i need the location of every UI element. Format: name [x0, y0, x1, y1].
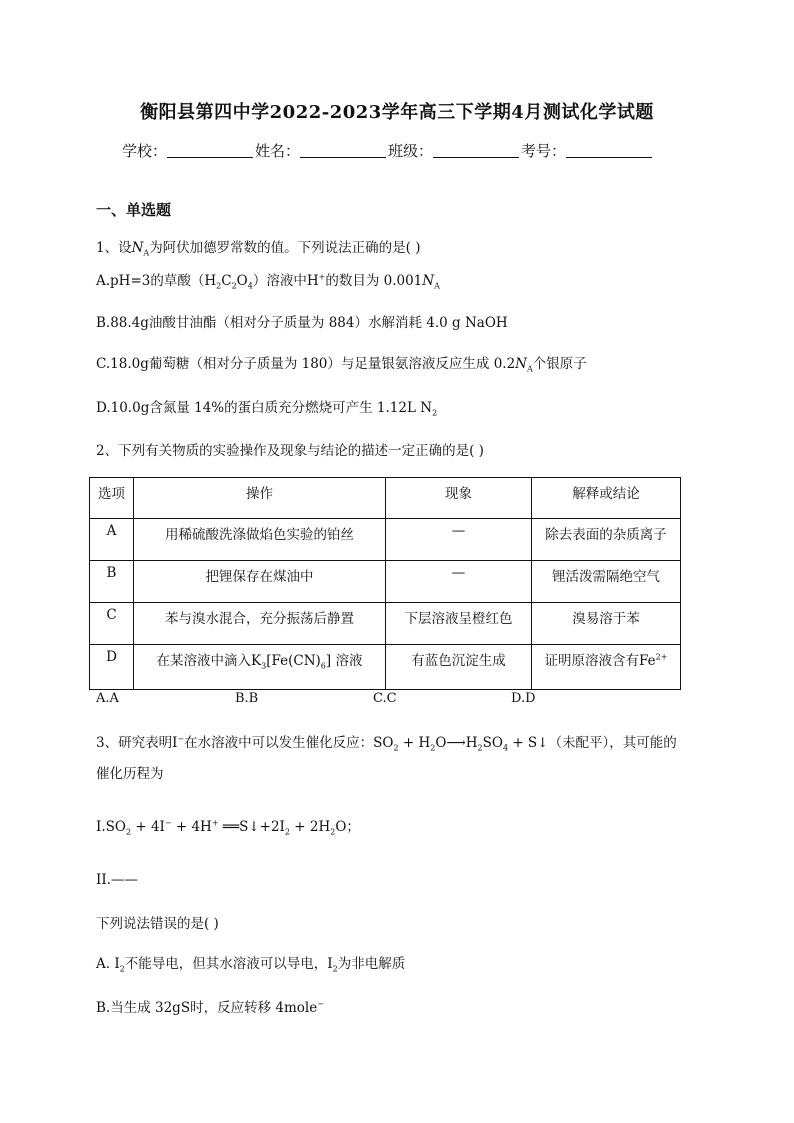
class-blank [433, 143, 519, 158]
school-label: 学校： [122, 142, 168, 160]
exam-number-blank [566, 143, 652, 158]
q1-option-c: C.18.0g葡萄糖（相对分子质量为 180）与足量银氨溶液反应生成 $0.2N_A$个银原子 [96, 356, 587, 374]
table-cell: A [90, 519, 134, 561]
choice-a: A.A [96, 691, 119, 706]
table-cell: B [90, 561, 134, 603]
header-operation: 操作 [134, 478, 386, 519]
table-cell: 用稀硫酸洗涤做焰色实验的铂丝 [134, 519, 386, 561]
q3-option-b: B.当生成 32gS时，反应转移 4mole− [96, 999, 324, 1016]
q1-option-b: B.88.4g油酸甘油酯（相对分子质量为 884）水解消耗 4.0 g NaOH [96, 315, 508, 331]
table-row [90, 645, 681, 690]
choice-b: B.B [235, 691, 259, 706]
q3-stem-continued: 催化历程为 [96, 766, 164, 782]
table-cell: 有蓝色沉淀生成 [386, 645, 532, 690]
table-row [90, 519, 681, 561]
table-row [90, 603, 681, 645]
name-label: 姓名： [255, 142, 301, 160]
table-cell: 锂活泼需隔绝空气 [532, 561, 681, 603]
table-cell: 溴易溶于苯 [532, 603, 681, 645]
q3-stem: 3、研究表明I−在水溶液中可以发生催化反应：$SO_2$ + $H_2O⟶H_2SO_4$ + S↓（未配平），其可能的 [96, 734, 677, 753]
table-cell: D [90, 645, 134, 690]
table-cell: — [386, 519, 532, 561]
q3-question: 下列说法错误的是( ) [96, 916, 219, 932]
q1-stem: 1、设$N_A$为阿伏加德罗常数的值。下列说法正确的是( ) [96, 240, 421, 258]
header-conclusion: 解释或结论 [532, 478, 681, 519]
q3-option-a: A. $I_2$不能导电，但其水溶液可以导电，$I_2$为非电解质 [96, 956, 406, 974]
name-blank [300, 143, 386, 158]
q3-step-1: $I.SO_2 + 4I^- + 4H^+$ $══S↓+2I_2 + 2H_2O$； [96, 818, 360, 837]
choice-d: D.D [511, 691, 536, 706]
school-blank [167, 143, 253, 158]
table-cell: 苯与溴水混合，充分振荡后静置 [134, 603, 386, 645]
table-cell: 把锂保存在煤油中 [134, 561, 386, 603]
table-header-row [90, 478, 681, 519]
exam-title: 衡阳县第四中学2022-2023学年高三下学期4月测试化学试题 [140, 102, 654, 123]
q2-table [89, 477, 681, 690]
table-cell: 下层溶液呈橙红色 [386, 603, 532, 645]
q1-option-d: D.10.0g含氮量 14%的蛋白质充分燃烧可产生 1.12L $N_2$ [96, 400, 438, 418]
class-label: 班级： [388, 142, 434, 160]
q3-step-2: II.—— [96, 872, 138, 888]
student-info-line [122, 140, 654, 161]
table-cell: — [386, 561, 532, 603]
table-cell: 除去表面的杂质离子 [532, 519, 681, 561]
exam-number-label: 考号： [521, 142, 567, 160]
table-cell: 在某溶液中滴入$K_3[Fe(CN)_6]$ 溶液 [134, 645, 386, 690]
header-phenomenon: 现象 [386, 478, 532, 519]
section-heading: 一、单选题 [96, 201, 172, 219]
q1-option-a: A.pH=3的草酸$(H_2C_2O_4)$溶液中H+的数目为 $0.001N_A$ [96, 272, 440, 291]
table-cell: 证明原溶液含有$Fe^{2+}$ [532, 645, 681, 690]
choice-c: C.C [373, 691, 397, 706]
header-option: 选项 [90, 478, 134, 519]
q2-stem: 2、下列有关物质的实验操作及现象与结论的描述一定正确的是( ) [96, 443, 484, 459]
table-cell: C [90, 603, 134, 645]
table-row [90, 561, 681, 603]
